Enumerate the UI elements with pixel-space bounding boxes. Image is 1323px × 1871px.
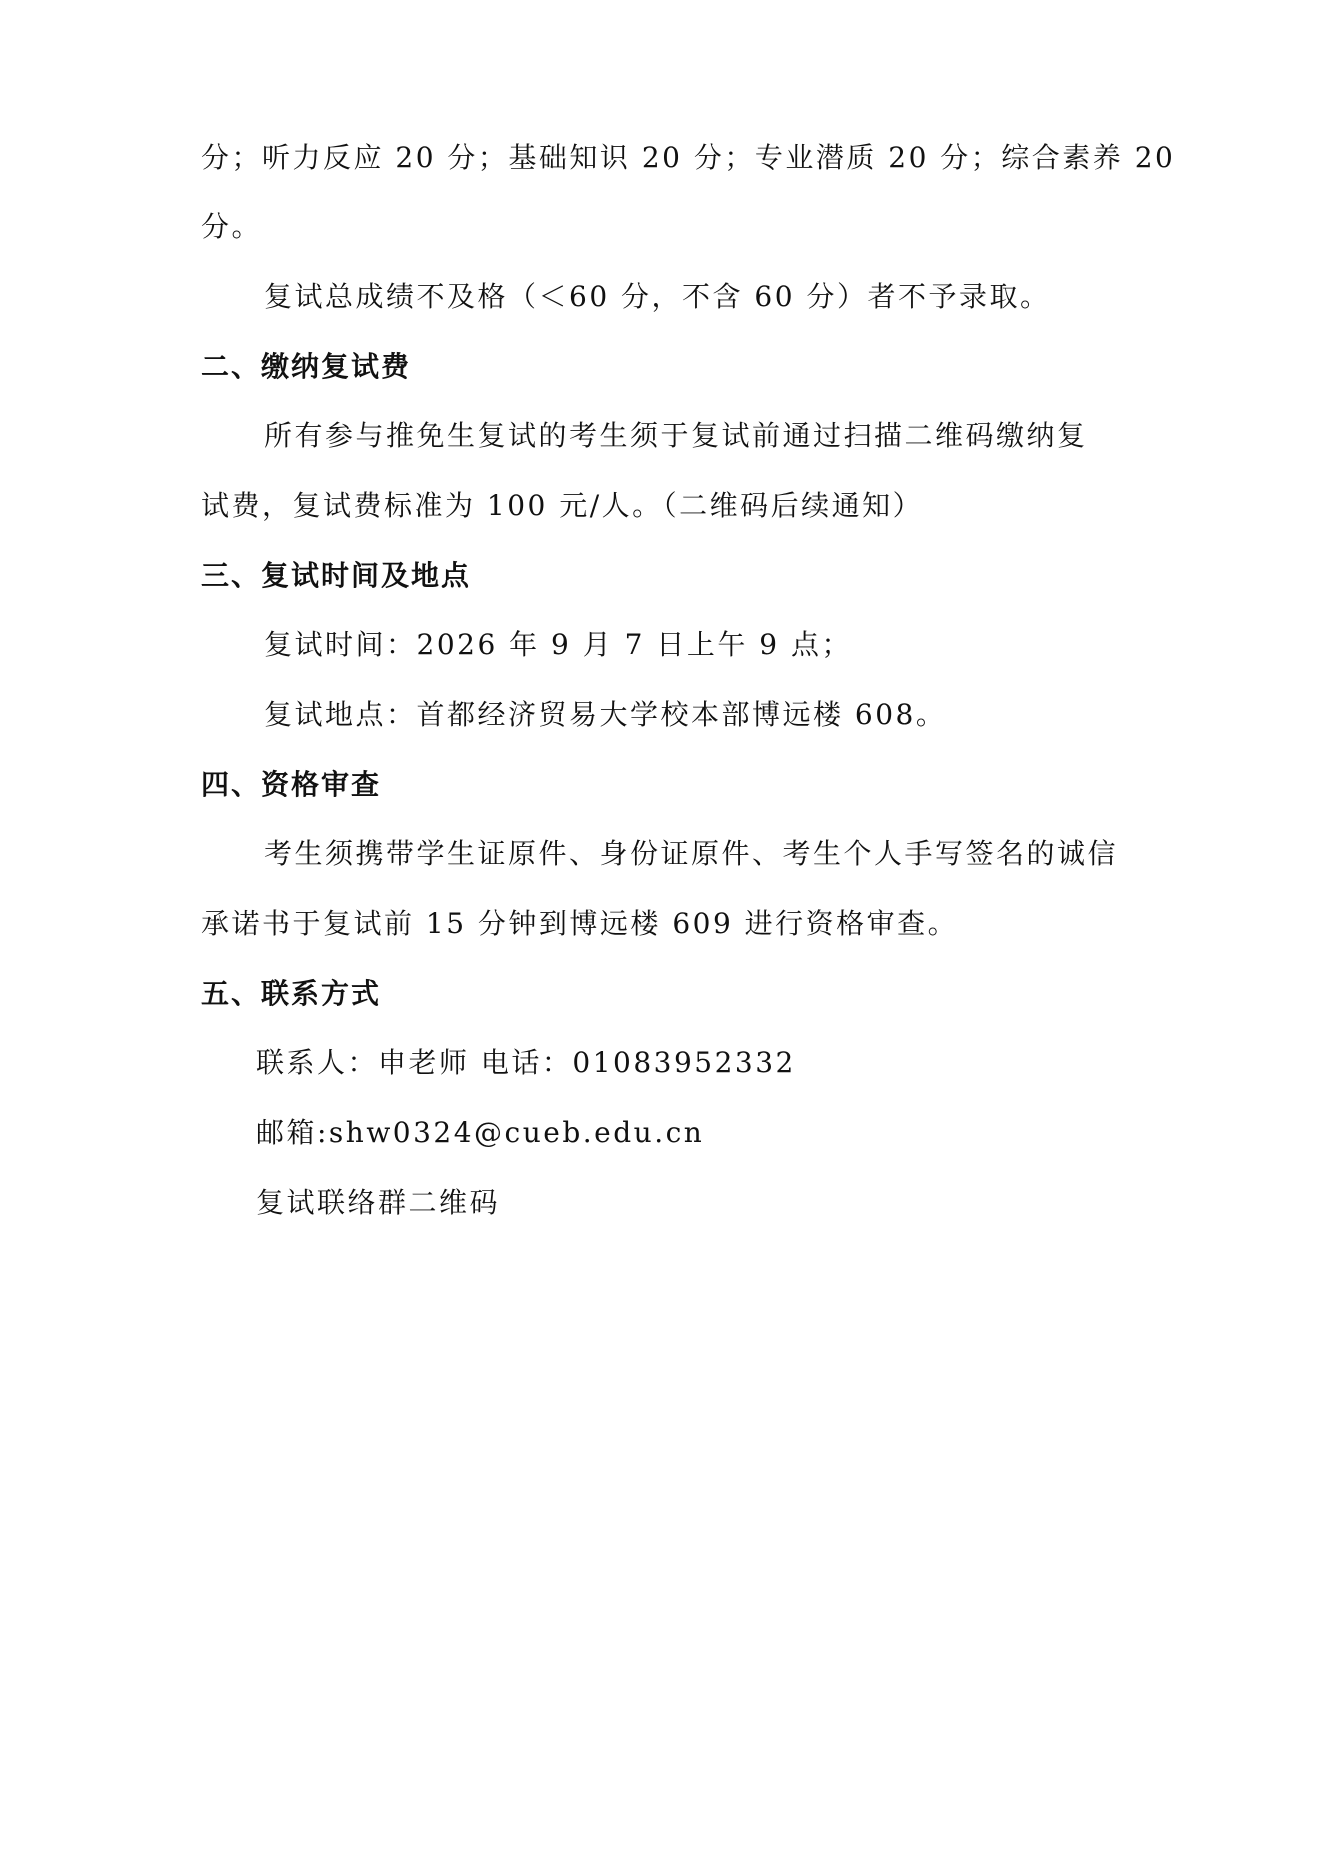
section-4-line-2: 承诺书于复试前 15 分钟到博远楼 609 进行资格审查。 (201, 907, 959, 940)
section-4-heading: 四、资格审查 (201, 768, 382, 801)
score-line-1: 分；听力反应 20 分；基础知识 20 分；专业潜质 20 分；综合素养 20 (201, 141, 1176, 174)
section-4-line-1: 考生须携带学生证原件、身份证原件、考生个人手写签名的诚信 (264, 837, 1119, 870)
score-line-2: 分。 (201, 210, 263, 243)
section-2-line-1: 所有参与推免生复试的考生须于复试前通过扫描二维码缴纳复 (264, 419, 1088, 452)
section-5-heading: 五、联系方式 (201, 977, 382, 1010)
qr-code-label: 复试联络群二维码 (256, 1186, 501, 1219)
fail-rule-paragraph: 复试总成绩不及格（＜60 分，不含 60 分）者不予录取。 (264, 280, 1051, 313)
contact-person: 联系人：申老师 电话：01083952332 (256, 1046, 796, 1079)
section-2-heading: 二、缴纳复试费 (201, 350, 412, 383)
exam-place: 复试地点：首都经济贸易大学校本部博远楼 608。 (264, 698, 947, 731)
section-3-heading: 三、复试时间及地点 (201, 559, 472, 592)
exam-time: 复试时间：2026 年 9 月 7 日上午 9 点； (264, 628, 853, 661)
contact-email: 邮箱:shw0324@cueb.edu.cn (256, 1116, 705, 1149)
section-2-line-2: 试费，复试费标准为 100 元/人。（二维码后续通知） (201, 489, 924, 522)
